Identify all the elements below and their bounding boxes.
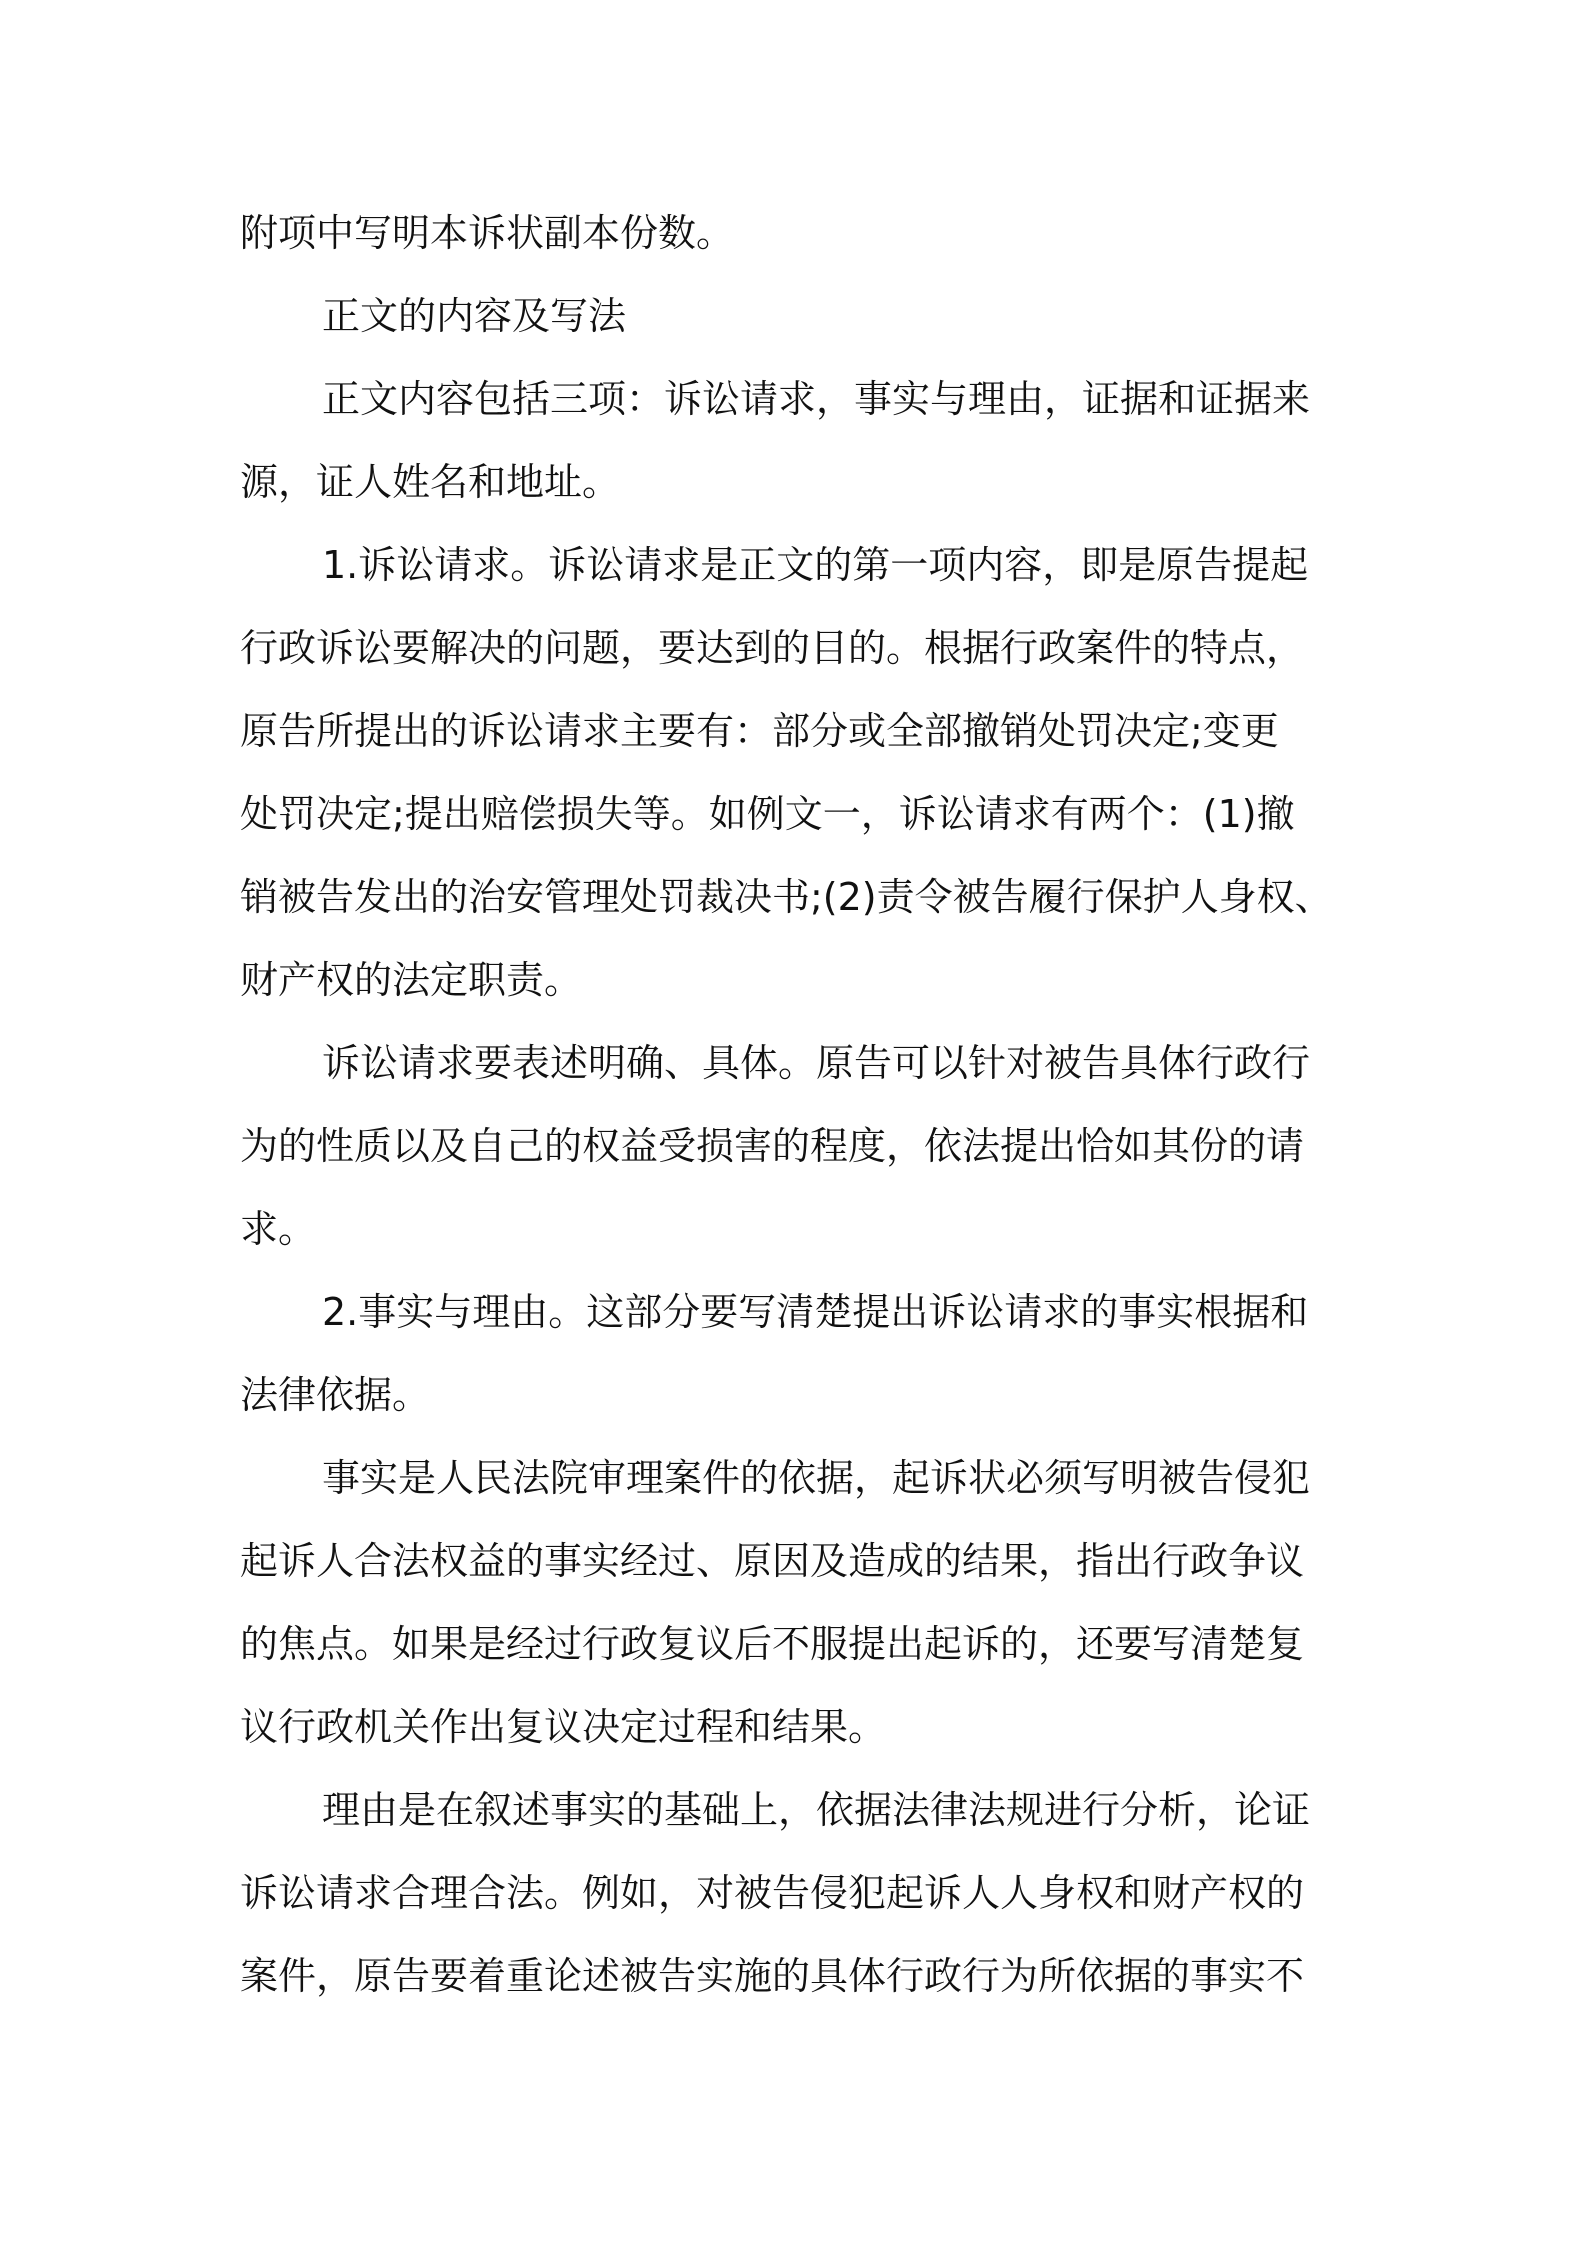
text-line-4: 源，证人姓名和地址。 [240,460,621,504]
text-line-18: 的焦点。如果是经过行政复议后不服提出起诉的，还要写清楚复 [240,1622,1305,1666]
text-line-15: 法律依据。 [240,1373,431,1417]
document-body [240,192,1360,2018]
text-line-16: 事实是人民法院审理案件的依据，起诉状必须写明被告侵犯 [322,1456,1311,1500]
text-line-22: 案件，原告要着重论述被告实施的具体行政行为所依据的事实不 [240,1954,1305,1998]
text-line-11: 诉讼请求要表述明确、具体。原告可以针对被告具体行政行 [322,1041,1311,1085]
text-line-1: 附项中写明本诉状副本份数。 [240,211,735,255]
text-line-14: 2.事实与理由。这部分要写清楚提出诉讼请求的事实根据和 [322,1290,1309,1334]
text-line-8: 处罚决定;提出赔偿损失等。如例文一，诉讼请求有两个：(1)撤 [240,792,1295,836]
text-line-13: 求。 [240,1207,317,1251]
text-line-6: 行政诉讼要解决的问题，要达到的目的。根据行政案件的特点， [240,626,1305,670]
text-line-12: 为的性质以及自己的权益受损害的程度，依法提出恰如其份的请 [240,1124,1305,1168]
text-line-20: 理由是在叙述事实的基础上，依据法律法规进行分析，论证 [322,1788,1311,1832]
text-line-5: 1.诉讼请求。诉讼请求是正文的第一项内容，即是原告提起 [322,543,1309,587]
text-line-17: 起诉人合法权益的事实经过、原因及造成的结果，指出行政争议 [240,1539,1305,1583]
text-line-3: 正文内容包括三项：诉讼请求，事实与理由，证据和证据来 [322,377,1311,421]
text-line-9: 销被告发出的治安管理处罚裁决书;(2)责令被告履行保护人身权、 [240,875,1333,919]
text-line-19: 议行政机关作出复议决定过程和结果。 [240,1705,887,1749]
text-line-7: 原告所提出的诉讼请求主要有：部分或全部撤销处罚决定;变更 [240,709,1279,753]
text-line-10: 财产权的法定职责。 [240,958,583,1002]
text-line-21: 诉讼请求合理合法。例如，对被告侵犯起诉人人身权和财产权的 [240,1871,1305,1915]
section-heading: 正文的内容及写法 [322,294,627,338]
